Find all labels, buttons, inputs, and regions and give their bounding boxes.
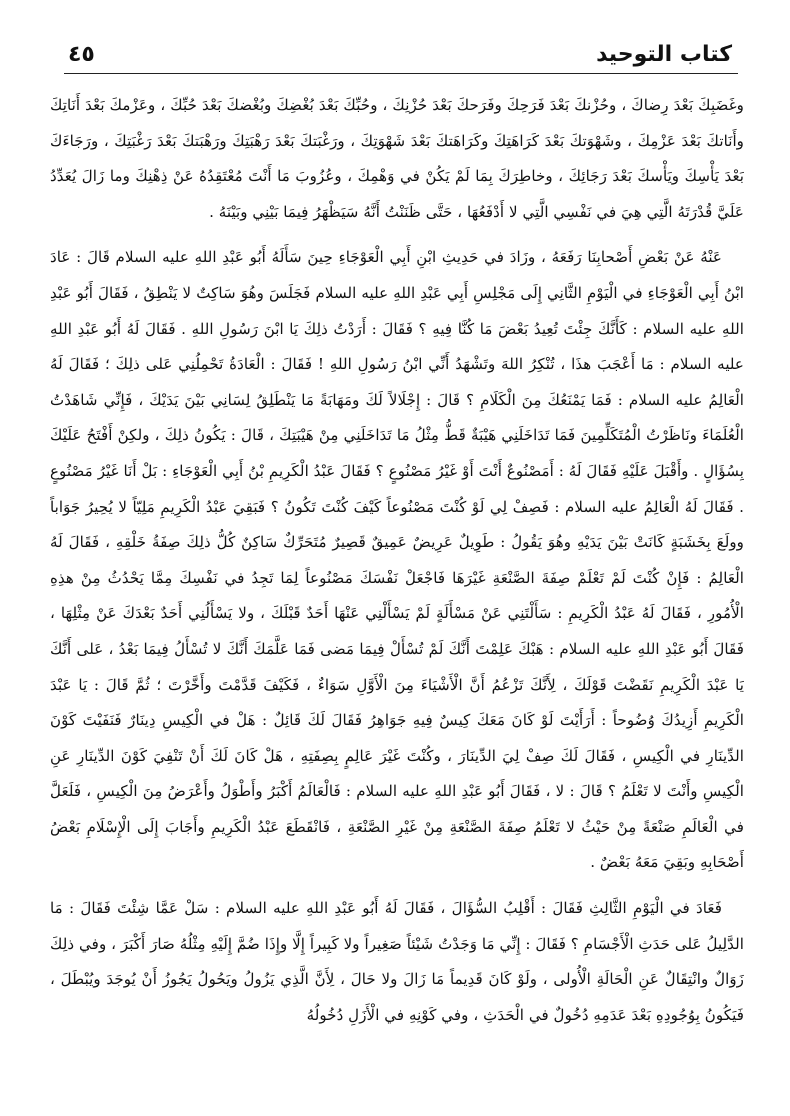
paragraph-continuation: وغَضَبِكَ بَعْدَ رِضاكَ ، وحُزْنكَ بَعْدَ فَرَحِكَ وفَرَحكَ بَعْدَ حُزْنِكَ ، وحُبِّكَ بَعْدَ بُغْضِكَ وبُغْضكَ بَعْدَ حُبِّكَ ، وعَزْمكَ بَعْدَ أَنَاتِكَ وأَنَاتكَ بَعْدَ عَزْمِكَ ، وشَهْوَتكَ بَعْدَ كَرَاهَتِكَ وكَرَاهَتكَ بَعْدَ شَهْوَتِكَ ، ورَغْبَتكَ بَعْدَ رَهْبَتِكَ ورَهْبَتكَ بَعْدَ رَغْبَتِكَ ، ورَجَاءَكَ بَعْدَ يَأْسِكَ ويَأْسكَ بَعْدَ رَجَائِكَ ، وخاطِرَكَ بِمَا لَمْ يَكُنْ في وَهْمِكَ ، وعُزُوبَ مَا أَنْتَ مُعْتَقِدُهُ عَنْ ذِهْنِكَ وما زَالَ يُعَدِّدُ عَلَيَّ قُدْرَتَهُ الَّتِي هِيَ في نَفْسِي الَّتِي لا أَدْفَعُهَا ، حَتَّى ظَنَنْتُ أَنَّهُ سَيَظْهَرُ فِيمَا بَيْنِي وبَيْنَهُ .: [50, 96, 744, 221]
page-number: ٤٥: [68, 41, 95, 67]
paragraph-hadith-third-day: فَعَادَ في الْيَوْمِ الثَّالِثِ فَقَالَ : أَقْلِبُ السُّؤَالَ ، فَقَالَ لَهُ أَبُو عَبْدِ اللهِ عليه السلام : سَلْ عَمَّا شِئْتَ فَقَالَ : مَا الدَّلِيلُ عَلى حَدَثِ الْأَجْسَامِ ؟ فَقَالَ : إِنِّي مَا وَجَدْتُ شَيْئاً صَغِيراً ولا كَبِيراً إِلَّا وإِذَا ضُمَّ إِلَيْهِ مِثْلُهُ صَارَ أَكْبَرَ ، وفي ذلِكَ زَوَالٌ وانْتِقَالٌ عَنِ الْحَالَةِ الْأُولى ، ولَوْ كَانَ قَدِيماً مَا زَالَ ولا حَالَ ، لِأَنَّ الَّذِي يَزُولُ ويَحُولُ يَجُوزُ أَنْ يُوجَدَ ويُبْطَلَ ، فَيَكُونُ بِوُجُودِهِ بَعْدَ عَدَمِهِ دُخُولٌ في الْحَدَثِ ، وفي كَوْنِهِ في الْأَزَلِ دُخُولُهُ: [50, 899, 744, 1024]
paragraph-hadith-second-day: عَنْهُ عَنْ بَعْضِ أَصْحابِنَا رَفَعَهُ ، وزَادَ في حَدِيثِ ابْنِ أَبِي الْعَوْجَاءِ حِينَ سَأَلَهُ أَبُو عَبْدِ اللهِ عليه السلام قَالَ : عَادَ ابْنُ أَبِي الْعَوْجَاءِ في الْيَوْمِ الثَّانِي إِلَى مَجْلِسِ أَبِي عَبْدِ اللهِ عليه السلام فَجَلَسَ وهُوَ سَاكِتٌ لا يَنْطِقُ ، فَقَالَ أَبُو عَبْدِ اللهِ عليه السلام : كَأَنَّكَ جِئْتَ تُعِيدُ بَعْضَ مَا كُنَّا فِيهِ ؟ فَقَالَ : أَرَدْتُ ذلِكَ يَا ابْنَ رَسُولِ اللهِ . فَقَالَ لَهُ أَبُو عَبْدِ اللهِ عليه السلام : مَا أَعْجَبَ هذَا ، تُنْكِرُ اللهَ وتَشْهَدُ أَنِّي ابْنُ رَسُولِ اللهِ ! فَقَالَ : الْعَادَةُ تَحْمِلُنِي عَلى ذلِكَ ؛ فَقَالَ لَهُ الْعَالِمُ عليه السلام : فَمَا يَمْنَعُكَ مِنَ الْكَلَامِ ؟ قَالَ : إِجْلَالاً لَكَ ومَهَابَةً مَا يَنْطَلِقُ لِسَانِي بَيْنَ يَدَيْكَ ، فَإِنِّي شَاهَدْتُ الْعُلَمَاءَ ونَاظَرْتُ الْمُتَكَلِّمِينَ فَمَا تَدَاخَلَنِي هَيْبَةٌ قَطُّ مِثْلُ مَا تَدَاخَلَنِي مِنْ هَيْبَتِكَ ، قَالَ : يَكُونُ ذلِكَ ، ولكِنْ أَفْتَحُ عَلَيْكَ بِسُؤَالٍ . وأَقْبَلَ عَلَيْهِ فَقَالَ لَهُ : أَمَصْنُوعٌ أَنْتَ أَوْ غَيْرُ مَصْنُوعٍ ؟ فَقَالَ عَبْدُ الْكَرِيمِ بْنُ أَبِي الْعَوْجَاءِ : بَلْ أَنَا غَيْرُ مَصْنُوعٍ . فَقَالَ لَهُ الْعَالِمُ عليه السلام : فَصِفْ لِي لَوْ كُنْتَ مَصْنُوعاً كَيْفَ كُنْتَ تَكُونُ ؟ فَبَقِيَ عَبْدُ الْكَرِيمِ مَلِيّاً لا يُحِيرُ جَوَاباً وولَعَ بِخَشَبَةٍ كَانَتْ بَيْنَ يَدَيْهِ وهُوَ يَقُولُ : طَوِيلٌ عَرِيضٌ عَمِيقٌ قَصِيرٌ مُتَحَرِّكٌ سَاكِنٌ كُلُّ ذلِكَ صِفَةُ خَلْقِهِ ، فَقَالَ لَهُ الْعَالِمُ : فَإِنْ كُنْتَ لَمْ تَعْلَمْ صِفَةَ الصَّنْعَةِ غَيْرَهَا فَاجْعَلْ نَفْسَكَ مَصْنُوعاً لِمَا تَجِدُ في نَفْسِكَ مِمَّا يَحْدُثُ مِنْ هذِهِ الْأُمُورِ ، فَقَالَ لَهُ عَبْدُ الْكَرِيمِ : سَأَلْتَنِي عَنْ مَسْأَلَةٍ لَمْ يَسْأَلْنِي عَنْهَا أَحَدٌ قَبْلَكَ ، ولا يَسْأَلُنِي أَحَدٌ بَعْدَكَ عَنْ مِثْلِهَا ، فَقَالَ أَبُو عَبْدِ اللهِ عليه السلام : هَبْكَ عَلِمْتَ أَنَّكَ لَمْ تُسْأَلْ فِيمَا مَضى فَمَا عَلَّمَكَ أَنَّكَ لا تُسْأَلُ فِيمَا بَعْدُ ، عَلى أَنَّكَ يَا عَبْدَ الْكَرِيمِ نَقَضْتَ قَوْلَكَ ، لِأَنَّكَ تَزْعُمُ أَنَّ الْأَشْيَاءَ مِنَ الْأَوَّلِ سَوَاءٌ ، فَكَيْفَ قَدَّمْتَ وأَخَّرْتَ ؛ ثُمَّ قَالَ : يَا عَبْدَ الْكَرِيمِ أَزِيدُكَ وُضُوحاً : أَرَأَيْتَ لَوْ كَانَ مَعَكَ كِيسٌ فِيهِ جَوَاهِرُ فَقَالَ لَكَ قَائِلٌ : هَلْ في الْكِيسِ دِينَارٌ فَنَفَيْتَ كَوْنَ الدِّينَارِ في الْكِيسِ ، فَقَالَ لَكَ صِفْ لِيَ الدِّينَارَ ، وكُنْتَ غَيْرَ عَالِمٍ بِصِفَتِهِ ، هَلْ كَانَ لَكَ أَنْ تَنْفِيَ كَوْنَ الدِّينَارِ عَنِ الْكِيسِ وأَنْتَ لا تَعْلَمُ ؟ قَالَ : لا ، فَقَالَ أَبُو عَبْدِ اللهِ عليه السلام : فَالْعَالَمُ أَكْبَرُ وأَطْوَلُ وأَعْرَضُ مِنَ الْكِيسِ ، فَلَعَلَّ في الْعَالَمِ صَنْعَةً مِنْ حَيْثُ لا تَعْلَمُ صِفَةَ الصَّنْعَةِ مِنْ غَيْرِ الصَّنْعَةِ ، فَانْقَطَعَ عَبْدُ الْكَرِيمِ وأَجَابَ إِلَى الْإِسْلَامِ بَعْضُ أَصْحَابِهِ وبَقِيَ مَعَهُ بَعْضٌ .: [50, 248, 744, 872]
text-body: [50, 88, 744, 1090]
book-title: كتاب التوحيد: [596, 41, 732, 67]
header-divider: [64, 73, 738, 74]
running-header: [68, 38, 732, 70]
